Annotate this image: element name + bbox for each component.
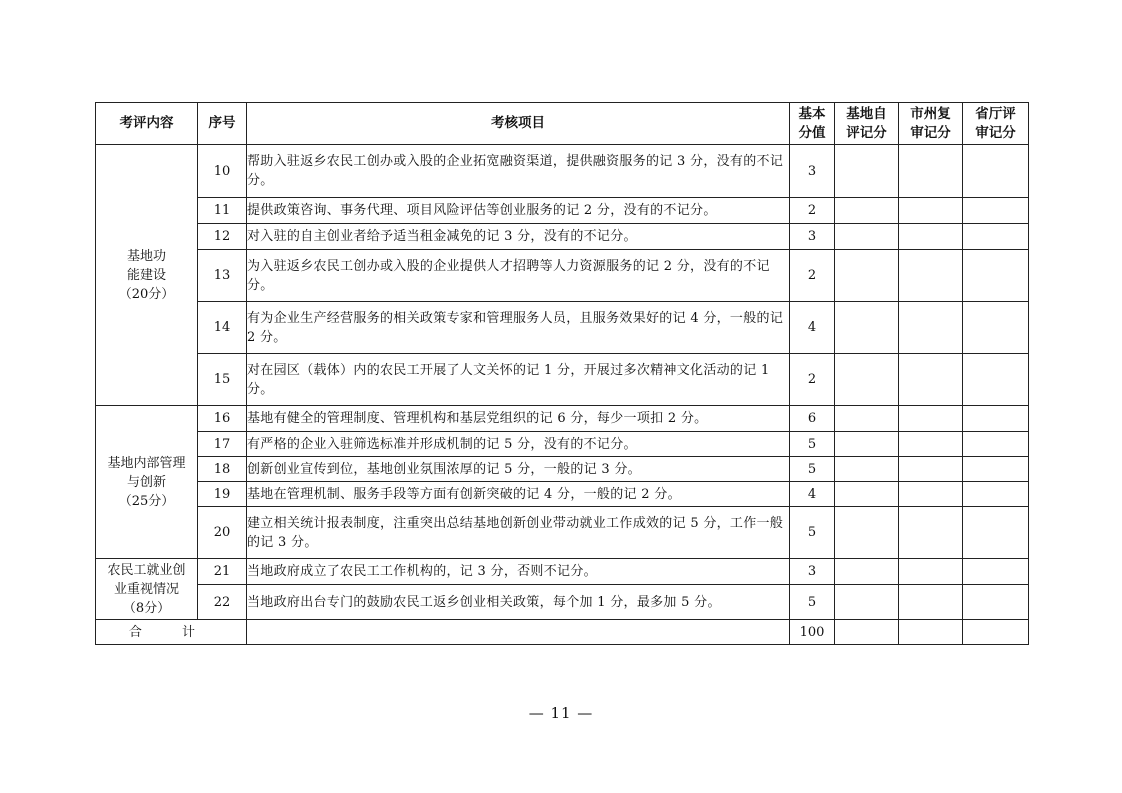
item-cell: 有为企业生产经营服务的相关政策专家和管理服务人员，且服务效果好的记 4 分，一般的记 2 分。 <box>247 302 790 354</box>
base-score-cell: 3 <box>790 224 835 250</box>
city-score-cell[interactable] <box>899 250 963 302</box>
city-score-cell[interactable] <box>899 198 963 224</box>
base-score-cell: 5 <box>790 457 835 482</box>
table-row <box>96 302 1029 354</box>
prov-score-cell[interactable] <box>963 354 1029 406</box>
header-city-score <box>899 103 963 145</box>
seq-cell: 11 <box>198 198 247 224</box>
prov-score-cell[interactable] <box>963 457 1029 482</box>
category-line: 基地功 <box>126 248 166 264</box>
item-cell: 基地有健全的管理制度、管理机构和基层党组织的记 6 分，每少一项扣 2 分。 <box>247 406 790 432</box>
item-cell: 当地政府成立了农民工工作机构的，记 3 分，否则不记分。 <box>247 559 790 585</box>
item-cell: 帮助入驻返乡农民工创办或入股的企业拓宽融资渠道，提供融资服务的记 3 分，没有的不记分。 <box>247 145 790 198</box>
total-row <box>96 620 1029 645</box>
item-cell: 对入驻的自主创业者给予适当租金减免的记 3 分，没有的不记分。 <box>247 224 790 250</box>
header-self-line2: 评记分 <box>846 124 887 141</box>
header-city-line1: 市州复 <box>910 105 951 122</box>
prov-score-cell[interactable] <box>963 432 1029 457</box>
header-prov-line2: 审记分 <box>975 124 1016 141</box>
category-line: 能建设 <box>126 267 166 283</box>
table-row <box>96 482 1029 507</box>
prov-score-cell[interactable] <box>963 145 1029 198</box>
item-cell: 为入驻返乡农民工创办或入股的企业提供人才招聘等人力资源服务的记 2 分，没有的不记分。 <box>247 250 790 302</box>
category-cell-management <box>96 406 198 559</box>
city-score-cell[interactable] <box>899 585 963 620</box>
seq-cell: 19 <box>198 482 247 507</box>
city-score-cell[interactable] <box>899 302 963 354</box>
header-self-score <box>835 103 899 145</box>
category-line: （25分） <box>118 493 175 509</box>
prov-score-cell[interactable] <box>963 198 1029 224</box>
seq-cell: 12 <box>198 224 247 250</box>
city-score-cell[interactable] <box>899 457 963 482</box>
table-row <box>96 559 1029 585</box>
self-score-cell[interactable] <box>835 406 899 432</box>
item-cell: 提供政策咨询、事务代理、项目风险评估等创业服务的记 2 分，没有的不记分。 <box>247 198 790 224</box>
category-line: 农民工就业创 <box>107 562 186 578</box>
total-item-cell <box>247 620 790 645</box>
category-line: （20分） <box>118 286 175 302</box>
prov-score-cell[interactable] <box>963 507 1029 559</box>
base-score-cell: 5 <box>790 432 835 457</box>
table-row <box>96 457 1029 482</box>
self-score-cell[interactable] <box>835 145 899 198</box>
table-row <box>96 224 1029 250</box>
table-row <box>96 145 1029 198</box>
base-score-cell: 6 <box>790 406 835 432</box>
base-score-cell: 4 <box>790 482 835 507</box>
item-cell: 创新创业宣传到位，基地创业氛围浓厚的记 5 分，一般的记 3 分。 <box>247 457 790 482</box>
self-score-cell[interactable] <box>835 585 899 620</box>
item-cell: 有严格的企业入驻筛选标准并形成机制的记 5 分，没有的不记分。 <box>247 432 790 457</box>
item-cell: 当地政府出台专门的鼓励农民工返乡创业相关政策，每个加 1 分，最多加 5 分。 <box>247 585 790 620</box>
base-score-cell: 3 <box>790 559 835 585</box>
seq-cell: 22 <box>198 585 247 620</box>
self-score-cell[interactable] <box>835 457 899 482</box>
seq-cell: 20 <box>198 507 247 559</box>
prov-score-cell[interactable] <box>963 482 1029 507</box>
city-score-cell[interactable] <box>899 354 963 406</box>
evaluation-table <box>95 102 1029 645</box>
base-score-cell: 2 <box>790 250 835 302</box>
self-score-cell[interactable] <box>835 559 899 585</box>
table-row <box>96 250 1029 302</box>
seq-cell: 14 <box>198 302 247 354</box>
city-score-cell[interactable] <box>899 224 963 250</box>
prov-score-cell[interactable] <box>963 559 1029 585</box>
seq-cell: 17 <box>198 432 247 457</box>
seq-cell: 13 <box>198 250 247 302</box>
category-line: 与创新 <box>126 474 166 490</box>
self-score-cell[interactable] <box>835 302 899 354</box>
base-score-cell: 5 <box>790 585 835 620</box>
table-row <box>96 354 1029 406</box>
self-score-cell[interactable] <box>835 250 899 302</box>
seq-cell: 18 <box>198 457 247 482</box>
total-score: 100 <box>790 620 835 645</box>
header-seq: 序号 <box>198 103 247 145</box>
city-score-cell[interactable] <box>899 507 963 559</box>
self-score-cell[interactable] <box>835 198 899 224</box>
header-item: 考核项目 <box>247 103 790 145</box>
header-row <box>96 103 1029 145</box>
seq-cell: 10 <box>198 145 247 198</box>
category-line: 基地内部管理 <box>107 455 186 471</box>
category-cell-attention <box>96 559 198 620</box>
city-score-cell[interactable] <box>899 559 963 585</box>
header-city-line2: 审记分 <box>910 124 951 141</box>
total-prov-score-cell[interactable] <box>963 620 1029 645</box>
seq-cell: 15 <box>198 354 247 406</box>
table-row <box>96 406 1029 432</box>
total-self-score-cell[interactable] <box>835 620 899 645</box>
self-score-cell[interactable] <box>835 507 899 559</box>
prov-score-cell[interactable] <box>963 585 1029 620</box>
base-score-cell: 5 <box>790 507 835 559</box>
base-score-cell: 4 <box>790 302 835 354</box>
header-category: 考评内容 <box>96 103 198 145</box>
table-row <box>96 198 1029 224</box>
self-score-cell[interactable] <box>835 432 899 457</box>
base-score-cell: 2 <box>790 354 835 406</box>
header-base-score <box>790 103 835 145</box>
category-line: 业重视情况 <box>113 581 179 597</box>
city-score-cell[interactable] <box>899 432 963 457</box>
self-score-cell[interactable] <box>835 354 899 406</box>
header-base-line1: 基本 <box>798 105 826 122</box>
category-line: （8分） <box>122 600 171 616</box>
city-score-cell[interactable] <box>899 145 963 198</box>
self-score-cell[interactable] <box>835 224 899 250</box>
base-score-cell: 2 <box>790 198 835 224</box>
category-cell-function <box>96 145 198 406</box>
city-score-cell[interactable] <box>899 406 963 432</box>
header-prov-score <box>963 103 1029 145</box>
table-row <box>96 432 1029 457</box>
prov-score-cell[interactable] <box>963 224 1029 250</box>
city-score-cell[interactable] <box>899 482 963 507</box>
total-city-score-cell[interactable] <box>899 620 963 645</box>
seq-cell: 21 <box>198 559 247 585</box>
prov-score-cell[interactable] <box>963 250 1029 302</box>
item-cell: 对在园区（载体）内的农民工开展了人文关怀的记 1 分，开展过多次精神文化活动的记 1 分。 <box>247 354 790 406</box>
self-score-cell[interactable] <box>835 482 899 507</box>
header-self-line1: 基地自 <box>846 105 887 122</box>
header-base-line2: 分值 <box>798 124 826 141</box>
header-prov-line1: 省厅评 <box>975 105 1016 122</box>
item-cell: 基地在管理机制、服务手段等方面有创新突破的记 4 分，一般的记 2 分。 <box>247 482 790 507</box>
table-row <box>96 585 1029 620</box>
seq-cell: 16 <box>198 406 247 432</box>
base-score-cell: 3 <box>790 145 835 198</box>
item-cell: 建立相关统计报表制度，注重突出总结基地创新创业带动就业工作成效的记 5 分，工作一般的记 3 分。 <box>247 507 790 559</box>
prov-score-cell[interactable] <box>963 302 1029 354</box>
prov-score-cell[interactable] <box>963 406 1029 432</box>
page-number: — 11 — <box>528 704 594 722</box>
total-label: 合 计 <box>96 620 247 645</box>
table-row <box>96 507 1029 559</box>
